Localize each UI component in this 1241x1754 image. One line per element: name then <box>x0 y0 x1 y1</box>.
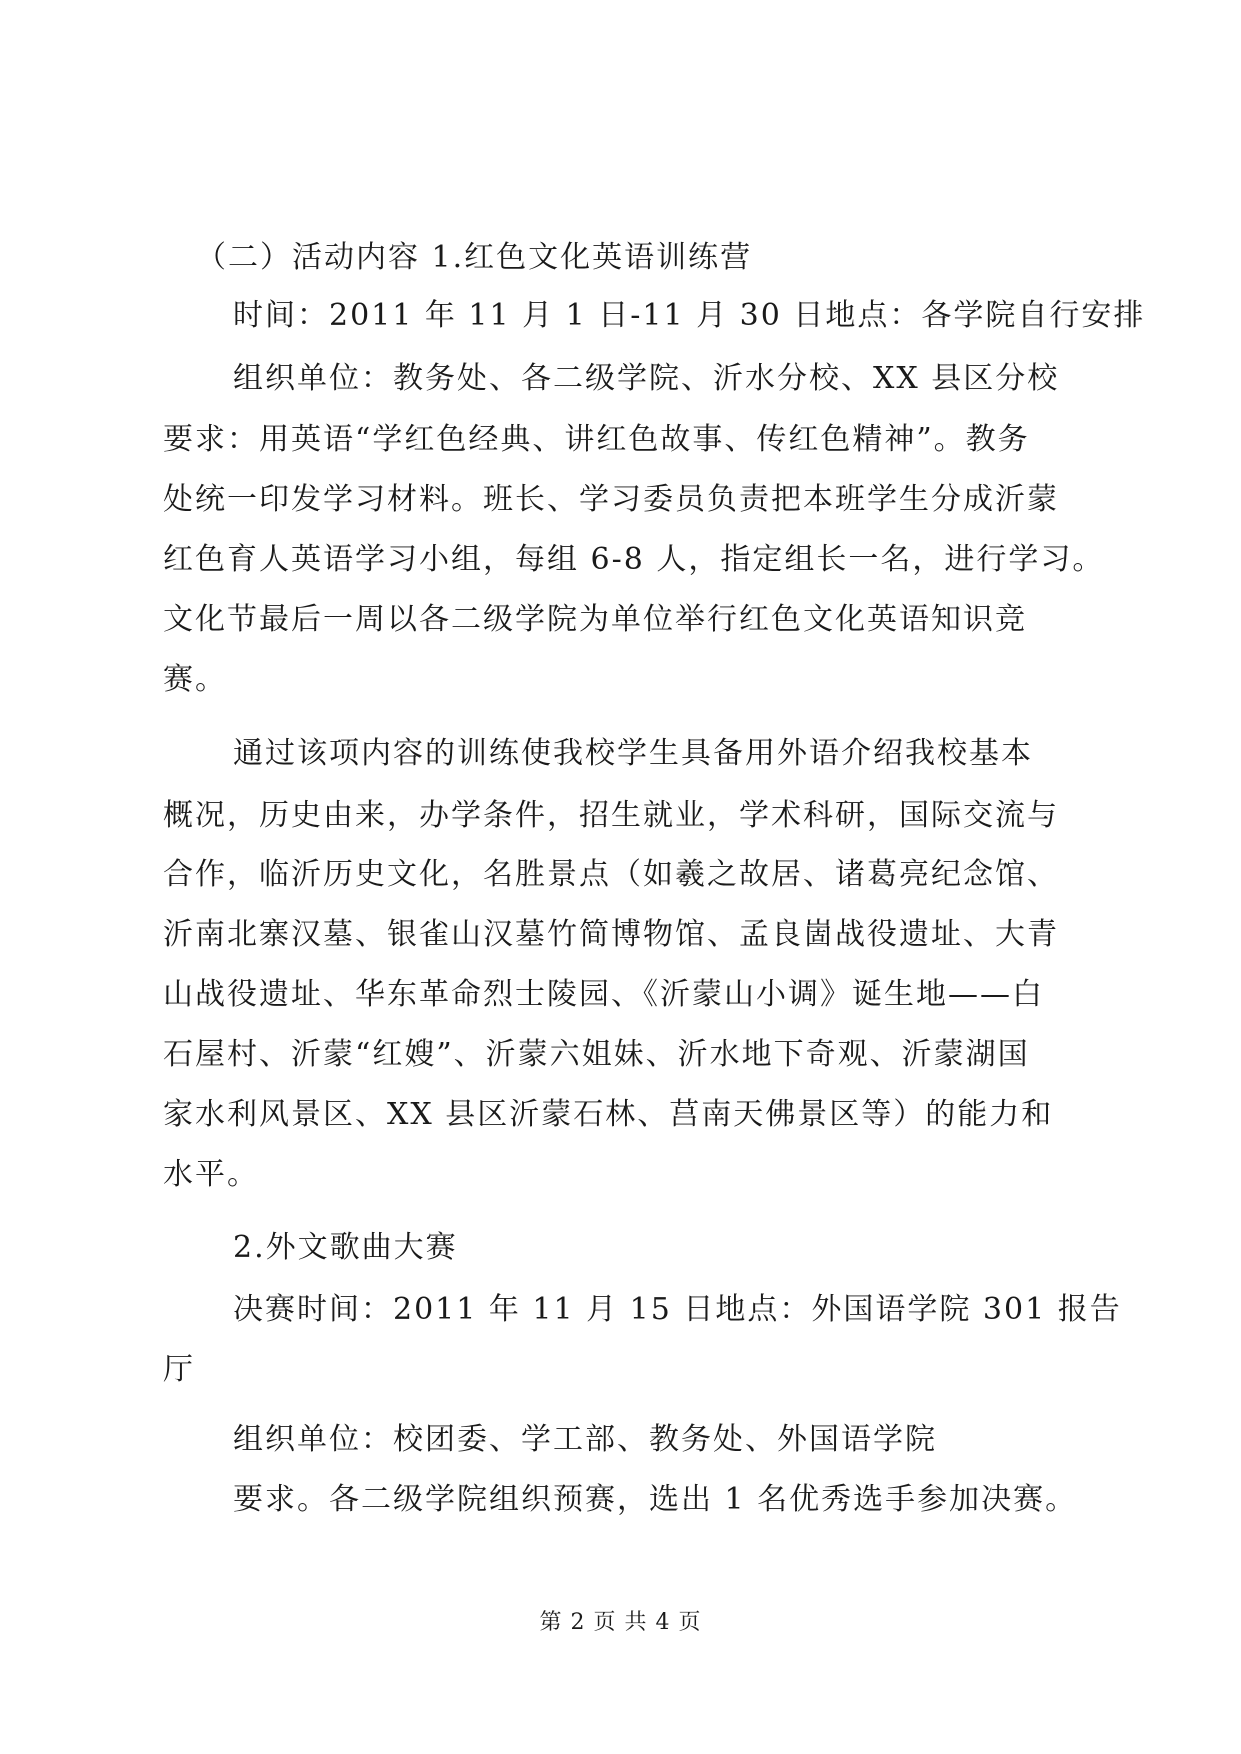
paragraph-line: 决赛时间：2011 年 11 月 15 日地点：外国语学院 301 报告 <box>233 1292 1122 1327</box>
section-heading: （二）活动内容 1.红色文化英语训练营 <box>196 240 753 275</box>
paragraph-line: 家水利风景区、XX 县区沂蒙石林、莒南天佛景区等）的能力和 <box>163 1097 1054 1132</box>
paragraph-line: 通过该项内容的训练使我校学生具备用外语介绍我校基本 <box>233 736 1033 771</box>
paragraph-line: 合作，临沂历史文化，名胜景点（如羲之故居、诸葛亮纪念馆、 <box>163 857 1059 892</box>
paragraph-line: 沂南北寨汉墓、银雀山汉墓竹简博物馆、孟良崮战役遗址、大青 <box>163 917 1059 952</box>
paragraph-line: 组织单位：教务处、各二级学院、沂水分校、XX 县区分校 <box>233 361 1060 396</box>
paragraph-line: 时间：2011 年 11 月 1 日-11 月 30 日地点：各学院自行安排 <box>233 298 1146 333</box>
section-heading: 2.外文歌曲大赛 <box>233 1230 458 1265</box>
paragraph-line: 赛。 <box>163 662 227 697</box>
paragraph-line: 要求：用英语“学红色经典、讲红色故事、传红色精神”。教务 <box>163 422 1030 457</box>
paragraph-line: 石屋村、沂蒙“红嫂”、沂蒙六姐妹、沂水地下奇观、沂蒙湖国 <box>163 1037 1030 1072</box>
paragraph-line: 要求。各二级学院组织预赛，选出 1 名优秀选手参加决赛。 <box>233 1482 1078 1517</box>
paragraph-line: 概况，历史由来，办学条件，招生就业，学术科研，国际交流与 <box>163 798 1059 833</box>
paragraph-line: 红色育人英语学习小组，每组 6-8 人，指定组长一名，进行学习。 <box>163 542 1105 577</box>
paragraph-line: 厅 <box>163 1352 195 1387</box>
page-number-footer: 第 2 页 共 4 页 <box>539 1610 702 1635</box>
paragraph-line: 组织单位：校团委、学工部、教务处、外国语学院 <box>233 1422 937 1457</box>
paragraph-line: 水平。 <box>163 1157 259 1192</box>
paragraph-line: 山战役遗址、华东革命烈士陵园、《沂蒙山小调》诞生地——白 <box>163 977 1044 1012</box>
paragraph-line: 文化节最后一周以各二级学院为单位举行红色文化英语知识竞 <box>163 602 1027 637</box>
paragraph-line: 处统一印发学习材料。班长、学习委员负责把本班学生分成沂蒙 <box>163 482 1059 517</box>
